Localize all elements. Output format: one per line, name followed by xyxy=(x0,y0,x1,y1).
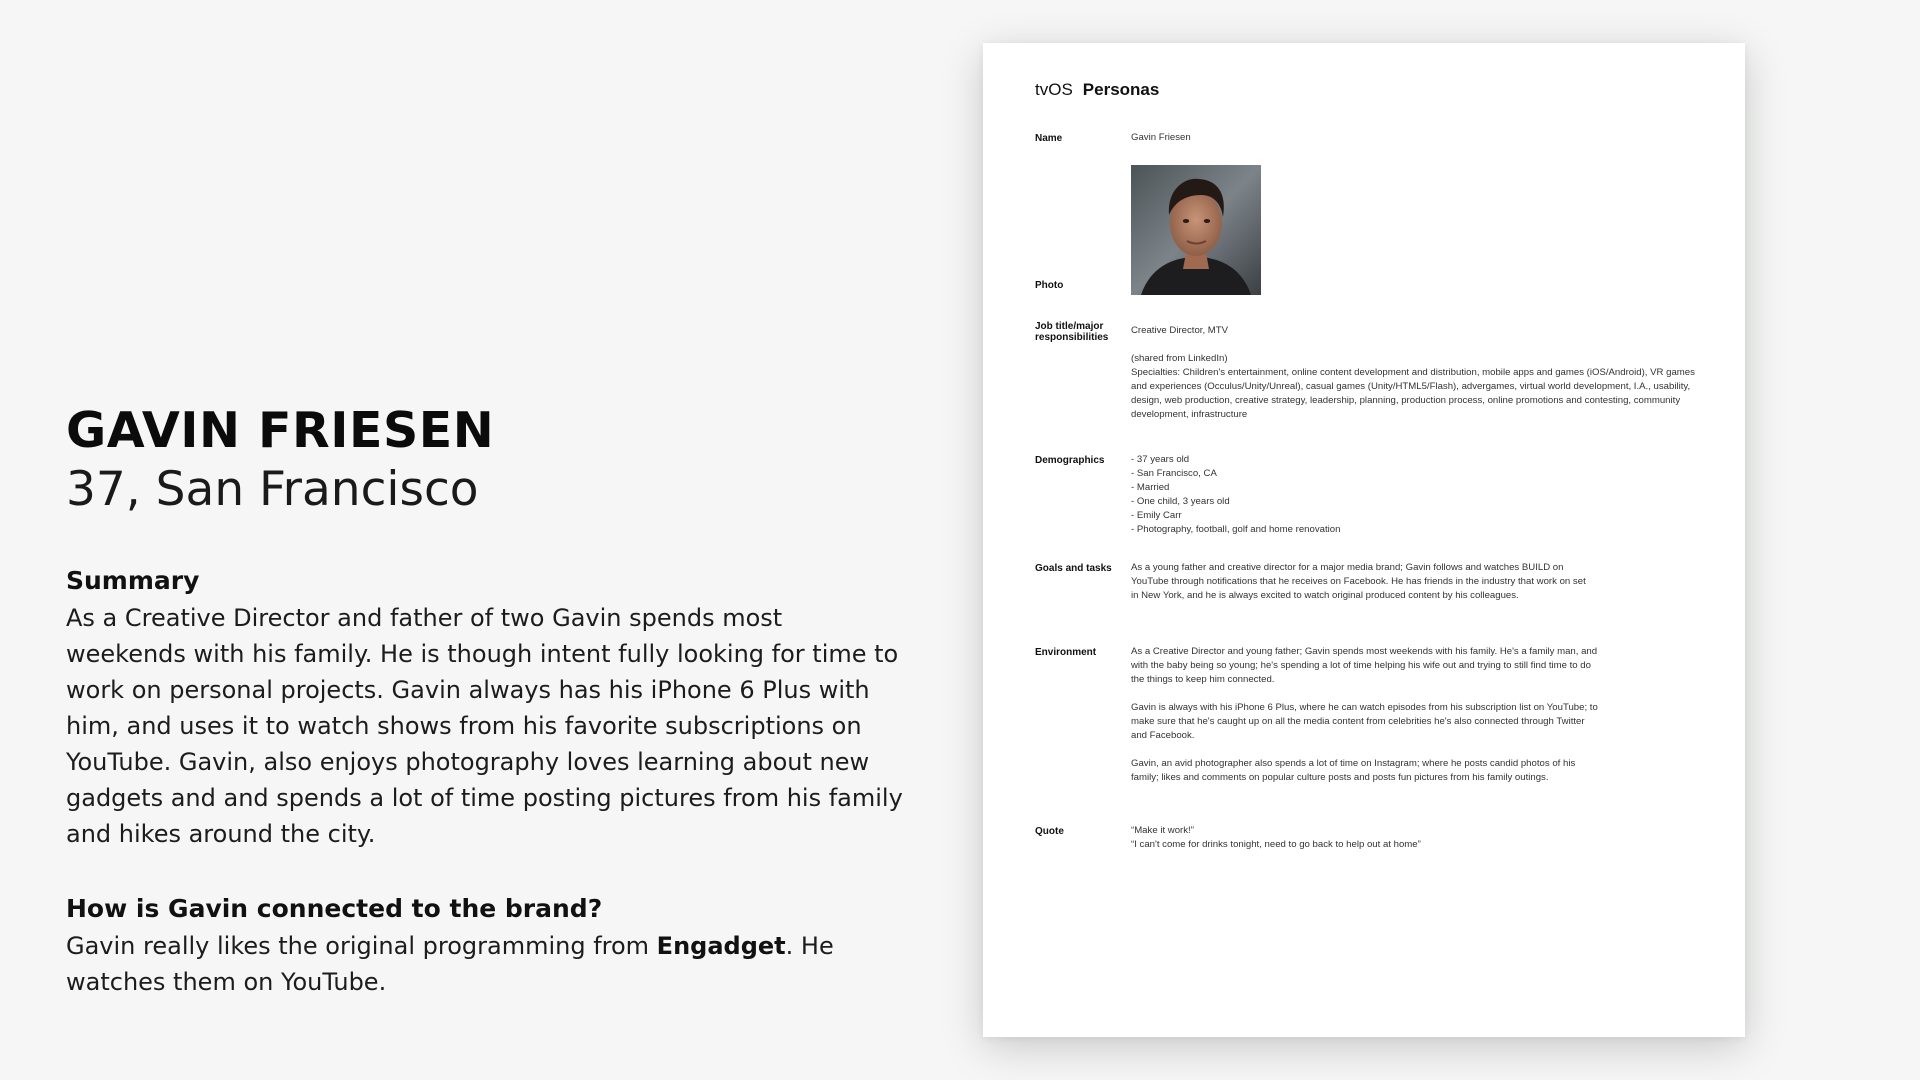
sheet-header xyxy=(1035,79,1159,101)
demographics-item: - San Francisco, CA xyxy=(1131,468,1217,479)
quote-label: Quote xyxy=(1035,826,1064,837)
name-value: Gavin Friesen xyxy=(1131,132,1191,143)
persona-document-sheet xyxy=(983,43,1745,1037)
job-title: Creative Director, MTV xyxy=(1131,325,1229,336)
demographics-item: - Photography, football, golf and home renovation xyxy=(1131,524,1341,535)
demographics-item: - Married xyxy=(1131,482,1170,493)
persona-summary-panel xyxy=(66,404,906,1000)
goals-text: As a young father and creative director for a major media brand; Gavin follows and watches BUILD on YouTube through notifications that he receives on Facebook. He has friends in the industry that work on set in New York, and he is always excited to watch original produced content by his colleagues. xyxy=(1131,562,1586,601)
job-specialties: Specialties: Children's entertainment, online content development and distribution, mobile apps and games (iOS/Android), VR games and experiences (Occulus/Unity/Unreal), casual games (Unity/HTML5/Flash), advergames, virtual world development, I.A., usability, design, web production, creative strategy, leadership, planning, production process, online promotions and contesting, community development, infrastructure xyxy=(1131,367,1695,420)
summary-text: As a Creative Director and father of two Gavin spends most weekends with his family. He is though intent fully looking for time to work on personal projects. Gavin always has his iPhone 6 Plus with him, and uses it to watch shows from his favorite subscriptions on YouTube. Gavin, also enjoys photography loves learning about new gadgets and and spends a lot of time posting pictures from his family and hikes around the city. xyxy=(66,604,903,849)
portrait-photo xyxy=(1131,165,1261,295)
quote-line: “I can't come for drinks tonight, need to go back to help out at home” xyxy=(1131,839,1421,850)
environment-paragraph: As a Creative Director and young father; Gavin spends most weekends with his family. He's a family man, and with the baby being so young; he's spending a lot of time helping his wife out and trying to still find time to do the things to keep him connected. xyxy=(1131,646,1598,685)
photo-label: Photo xyxy=(1035,280,1064,291)
brand-text-before: Gavin really likes the original programming from xyxy=(66,931,657,960)
job-specialties-block xyxy=(1131,352,1701,422)
persona-age-location: 37, San Francisco xyxy=(66,461,479,517)
brand-connection-heading: How is Gavin connected to the brand? xyxy=(66,894,603,924)
demographics-list xyxy=(1131,453,1701,537)
demographics-item: - 37 years old xyxy=(1131,454,1190,465)
demographics-item: - Emily Carr xyxy=(1131,510,1182,521)
sheet-title: Personas xyxy=(1082,80,1160,99)
summary-heading: Summary xyxy=(66,566,200,596)
environment-paragraph: Gavin, an avid photographer also spends a lot of time on Instagram; where he posts candid photos of his family; likes and comments on popular culture posts and posts fun pictures from his family outings. xyxy=(1131,758,1576,783)
name-label: Name xyxy=(1035,133,1063,144)
environment-label: Environment xyxy=(1035,647,1097,658)
goals-label: Goals and tasks xyxy=(1035,563,1112,574)
portrait-icon xyxy=(1131,165,1261,295)
demographics-label: Demographics xyxy=(1035,455,1105,466)
environment-text xyxy=(1131,645,1601,785)
sheet-brand: tvOS xyxy=(1035,80,1073,99)
persona-name: GAVIN FRIESEN xyxy=(66,402,495,459)
job-value xyxy=(1131,324,1701,422)
environment-paragraph: Gavin is always with his iPhone 6 Plus, where he can watch episodes from his subscription list on YouTube; to make sure that he's caught up on all the media content from celebrities he's also connected through Twitter and Facebook. xyxy=(1131,702,1598,741)
brand-connection-text xyxy=(66,928,906,1000)
quote-text xyxy=(1131,824,1701,852)
job-label: Job title/major responsibilities xyxy=(1035,321,1109,343)
brand-name: Engadget xyxy=(656,931,786,960)
quote-line: “Make it work!” xyxy=(1131,825,1194,836)
job-shared-source: (shared from LinkedIn) xyxy=(1131,353,1228,364)
brand-text-after: . He watches them on YouTube. xyxy=(66,931,834,996)
demographics-item: - One child, 3 years old xyxy=(1131,496,1230,507)
